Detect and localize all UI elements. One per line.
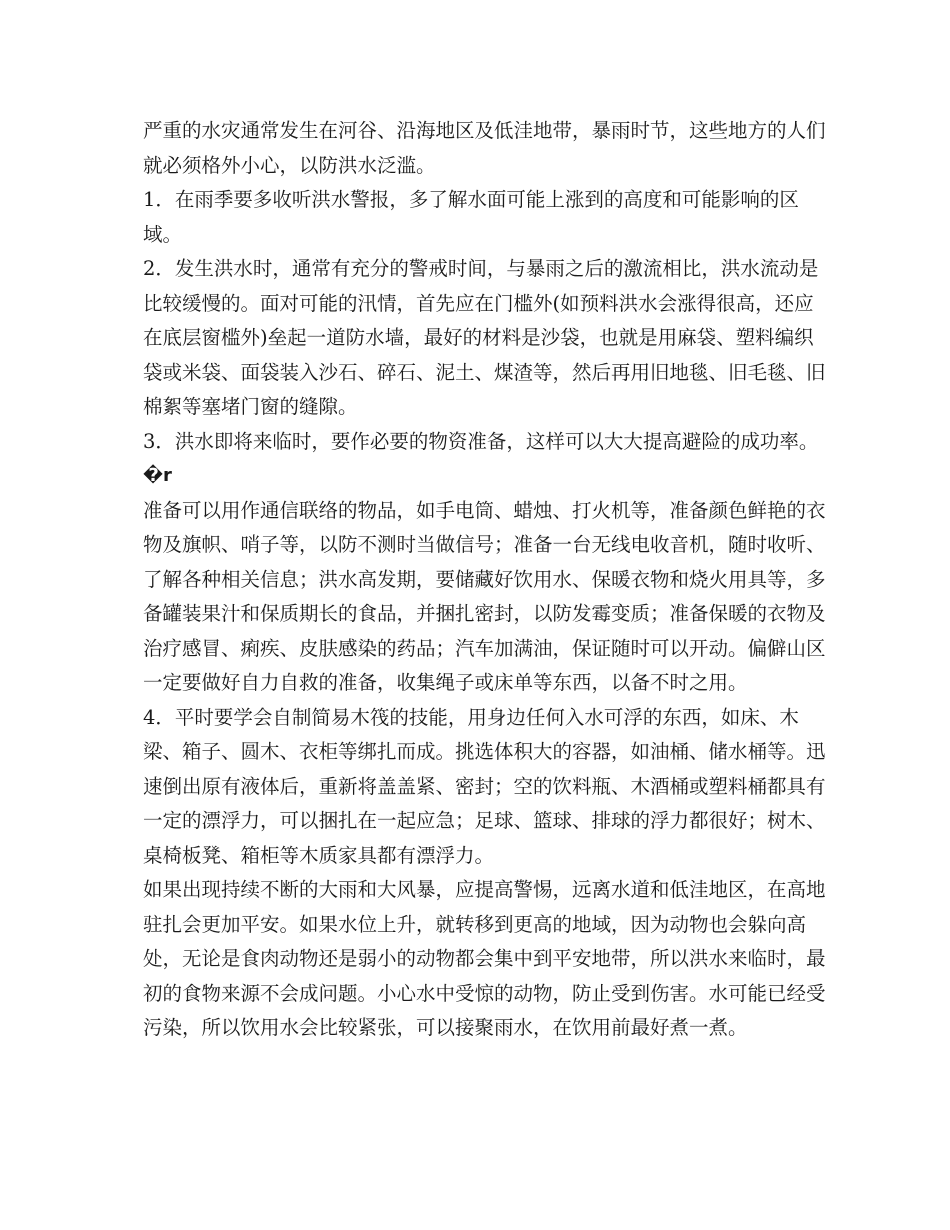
text-line: 2．发生洪水时，通常有充分的警戒时间，与暴雨之后的激流相比，洪水流动是 — [143, 257, 819, 280]
text-line: 比较缓慢的。面对可能的汛情，首先应在门槛外(如预料洪水会涨得很高，还应 — [143, 291, 814, 315]
document-body — [143, 114, 826, 1046]
text-line: 准备可以用作通信联络的物品，如手电筒、蜡烛、打火机等，准备颜色鲜艳的衣 — [143, 498, 826, 522]
text-line: 严重的水灾通常发生在河谷、沿海地区及低洼地带，暴雨时节，这些地方的人们 — [143, 119, 826, 142]
text-line: 驻扎会更加平安。如果水位上升，就转移到更高的地域，因为动物也会躲向高 — [143, 912, 807, 936]
text-line: 棉絮等塞堵门窗的缝隙。 — [143, 395, 358, 418]
text-line: 处，无论是食肉动物还是弱小的动物都会集中到平安地带，所以洪水来临时，最 — [143, 947, 826, 970]
text-line: 4．平时要学会自制简易木筏的技能，用身边任何入水可浮的东西，如床、木 — [143, 705, 799, 729]
text-line: 速倒出原有液体后，重新将盖盖紧、密封；空的饮料瓶、木酒桶或塑料桶都具有 — [143, 774, 826, 798]
text-line: 1．在雨季要多收听洪水警报，多了解水面可能上涨到的高度和可能影响的区 — [143, 188, 799, 211]
text-line: 域。 — [143, 222, 183, 246]
text-line: 污染，所以饮用水会比较紧张，可以接聚雨水，在饮用前最好煮一煮。 — [143, 1016, 748, 1039]
text-line: 袋或米袋、面袋装入沙石、碎石、泥土、煤渣等，然后再用旧地毯、旧毛毯、旧 — [143, 360, 826, 384]
text-line: 就必须格外小心，以防洪水泛滥。 — [143, 153, 436, 177]
text-line: 治疗感冒、痢疾、皮肤感染的药品；汽车加满油，保证随时可以开动。偏僻山区 — [143, 636, 826, 660]
text-line: 物及旗帜、哨子等，以防不测时当做信号；准备一台无线电收音机，随时收听、 — [143, 533, 826, 556]
text-line: 了解各种相关信息；洪水高发期，要储藏好饮用水、保暖衣物和烧火用具等，多 — [143, 567, 826, 591]
text-line: 桌椅板凳、箱柜等木质家具都有漂浮力。 — [143, 843, 495, 867]
text-line: 3．洪水即将来临时，要作必要的物资准备，这样可以大大提高避险的成功率。 — [143, 429, 819, 453]
text-line: 在底层窗槛外)垒起一道防水墙，最好的材料是沙袋，也就是用麻袋、塑料编织 — [143, 326, 814, 349]
text-line: 备罐装果汁和保质期长的食品，并捆扎密封，以防发霉变质；准备保暖的衣物及 — [143, 602, 826, 625]
text-line: 一定的漂浮力，可以捆扎在一起应急；足球、篮球、排球的浮力都很好；树木、 — [143, 809, 826, 832]
garbled-glyph-line: �r — [143, 465, 172, 486]
text-line: 初的食物来源不会成问题。小心水中受惊的动物，防止受到伤害。水可能已经受 — [143, 981, 826, 1005]
text-line: 如果出现持续不断的大雨和大风暴，应提高警惕，远离水道和低洼地区，在高地 — [143, 878, 826, 901]
text-line: 一定要做好自力自救的准备，收集绳子或床单等东西，以备不时之用。 — [143, 671, 748, 694]
text-line: 梁、箱子、圆木、衣柜等绑扎而成。挑选体积大的容器，如油桶、储水桶等。迅 — [143, 740, 826, 763]
